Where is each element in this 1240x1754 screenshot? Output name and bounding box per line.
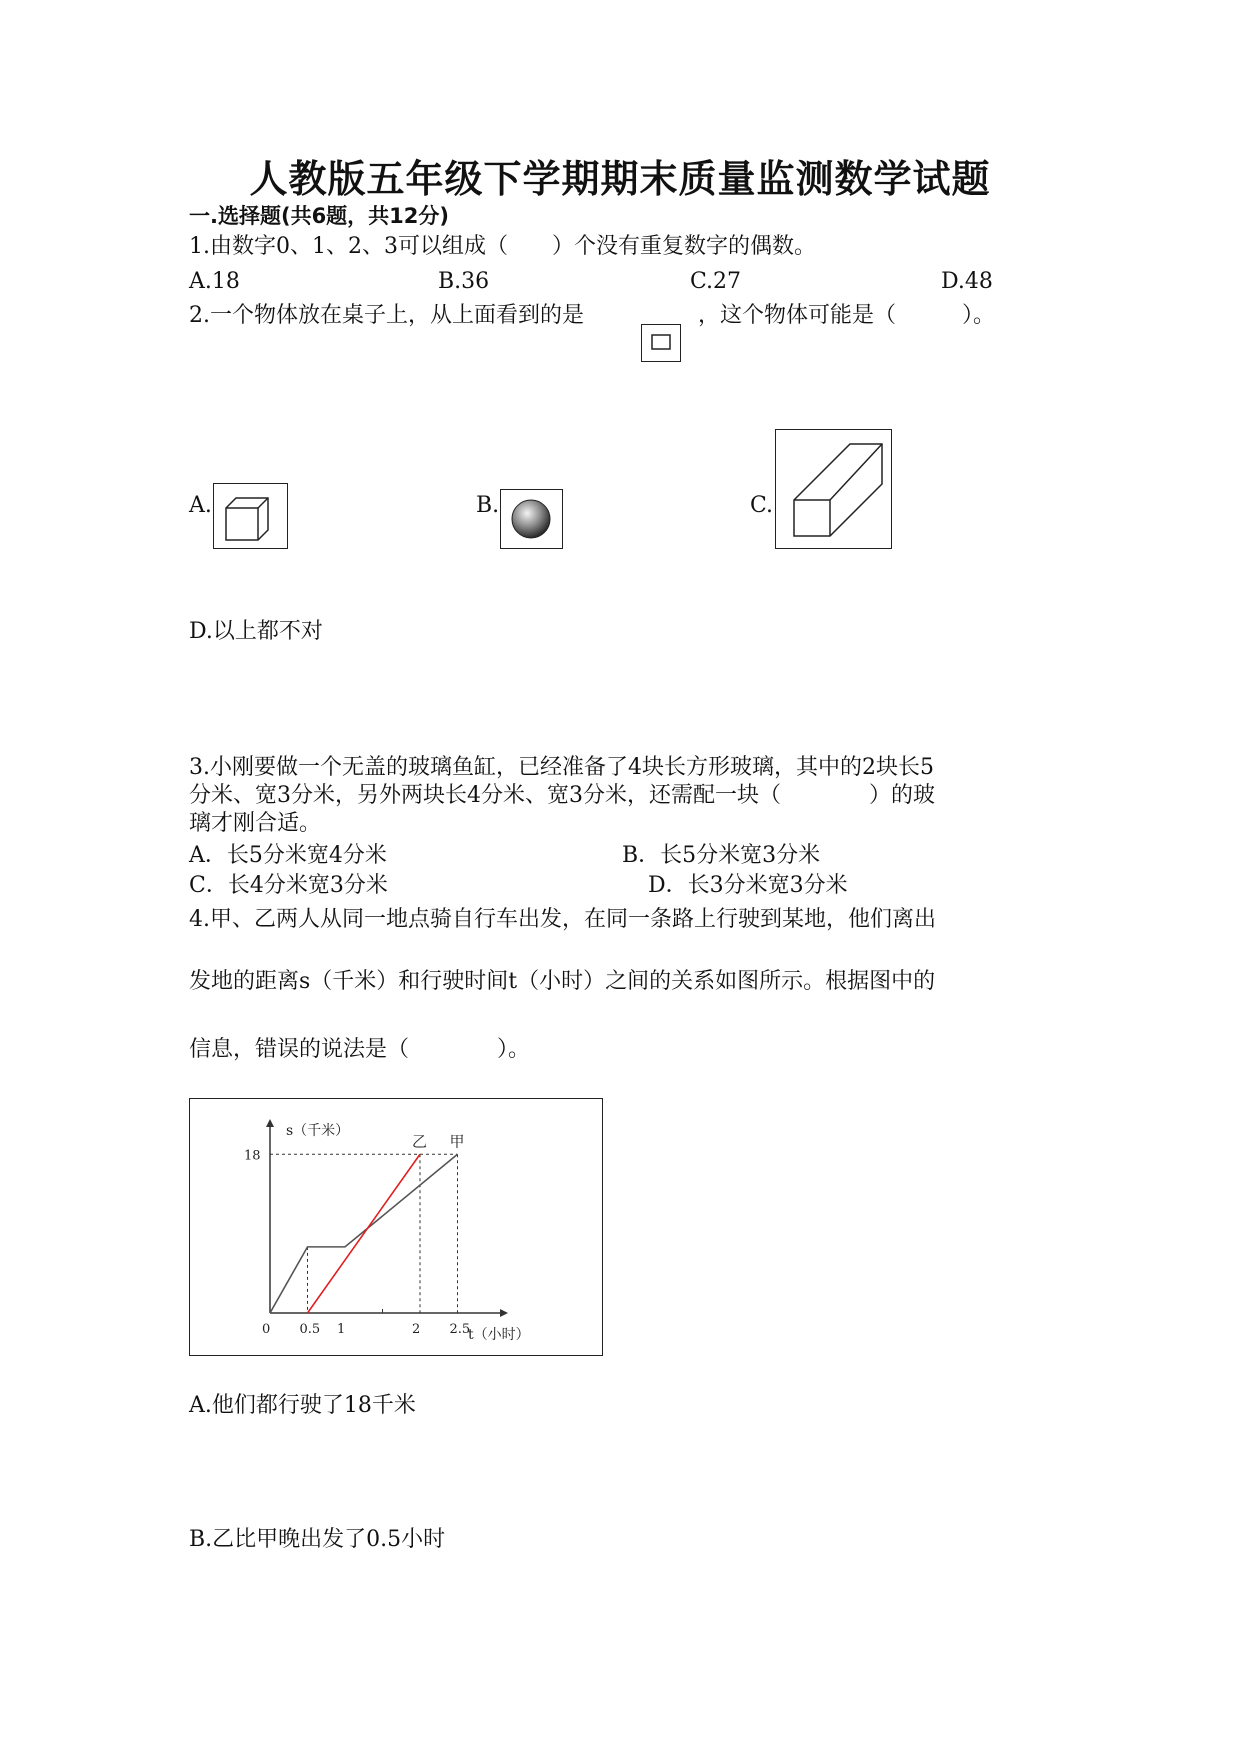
x-axis-label: t（小时） xyxy=(468,1327,530,1343)
q2-option-a: A. xyxy=(189,493,212,518)
y-axis-arrow xyxy=(266,1119,274,1127)
question-3-line-3: 璃才刚合适。 xyxy=(189,811,322,836)
q1-option-d: D.48 xyxy=(941,269,993,294)
rectangular-prism-icon xyxy=(775,429,892,549)
question-4-line-1: 4.甲、乙两人从同一地点骑自行车出发，在同一条路上行驶到某地，他们离出 xyxy=(189,907,936,932)
q3-option-b: B．长5分米宽3分米 xyxy=(622,843,821,868)
q4-option-b: B.乙比甲晚出发了0.5小时 xyxy=(189,1527,446,1552)
question-3-line-2: 分米、宽3分米，另外两块长4分米、宽3分米，还需配一块（ ）的玻 xyxy=(189,783,935,808)
x-tick-label: 0 xyxy=(262,1322,271,1337)
question-2-text-before: 2.一个物体放在桌子上，从上面看到的是 xyxy=(189,303,584,328)
q4-option-a: A.他们都行驶了18千米 xyxy=(189,1393,416,1418)
x-tick-label: 2 xyxy=(412,1322,421,1337)
series-line-yi xyxy=(308,1154,421,1313)
square-outline-icon xyxy=(641,324,681,362)
q1-option-b: B.36 xyxy=(438,269,490,294)
question-2-text-after: ，这个物体可能是（ ）。 xyxy=(698,303,996,328)
q1-option-a: A.18 xyxy=(189,269,240,294)
q1-option-c: C.27 xyxy=(690,269,742,294)
section-title: 一.选择题(共6题，共12分) xyxy=(189,204,450,228)
page-title: 人教版五年级下学期期末质量监测数学试题 xyxy=(249,157,991,201)
x-tick-label: 0.5 xyxy=(299,1322,321,1337)
series-label: 甲 xyxy=(449,1132,465,1151)
chart-svg xyxy=(190,1099,602,1355)
distance-time-chart xyxy=(189,1098,603,1356)
q2-option-d: D.以上都不对 xyxy=(189,619,323,644)
q3-option-a: A．长5分米宽4分米 xyxy=(189,843,387,868)
y-tick-label: 18 xyxy=(244,1148,261,1164)
q2-option-b: B. xyxy=(476,493,500,518)
q2-option-c: C. xyxy=(750,493,774,518)
series-label: 乙 xyxy=(412,1132,428,1151)
question-3-line-1: 3.小刚要做一个无盖的玻璃鱼缸，已经准备了4块长方形玻璃，其中的2块长5 xyxy=(189,755,934,780)
cube-icon xyxy=(213,483,288,549)
x-axis-arrow xyxy=(500,1309,508,1317)
sphere-icon xyxy=(500,489,563,549)
question-4-line-3: 信息，错误的说法是（ ）。 xyxy=(189,1037,531,1062)
y-axis-label: s（千米） xyxy=(286,1123,350,1139)
question-4-line-2: 发地的距离s（千米）和行驶时间t（小时）之间的关系如图所示。根据图中的 xyxy=(189,969,936,994)
question-1-text: 1.由数字0、1、2、3可以组成（ ）个没有重复数字的偶数。 xyxy=(189,234,816,259)
x-tick-label: 2.5 xyxy=(449,1322,471,1337)
q3-option-d: D．长3分米宽3分米 xyxy=(648,873,848,898)
q3-option-c: C．长4分米宽3分米 xyxy=(189,873,388,898)
x-tick-label: 1 xyxy=(337,1322,346,1337)
